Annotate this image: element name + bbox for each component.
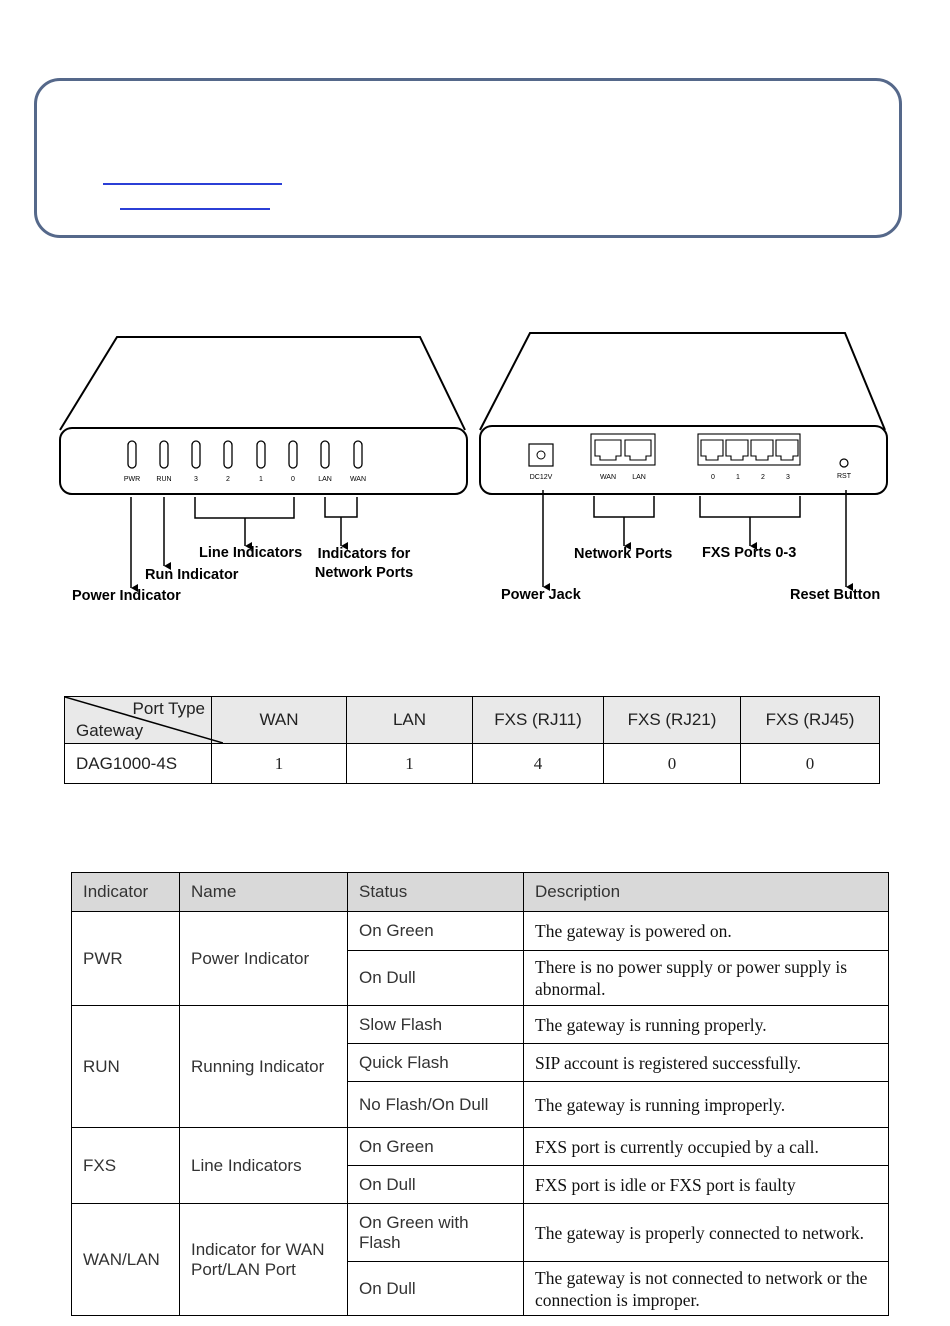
- fxs-rj11-count: 4: [473, 744, 604, 784]
- fxs-rj21-count: 0: [604, 744, 741, 784]
- led-lan: [321, 441, 329, 468]
- port-header-lan: LAN: [347, 697, 473, 744]
- wan-count: 1: [212, 744, 347, 784]
- description-cell: The gateway is properly connected to network.: [524, 1204, 889, 1262]
- status-cell: On Dull: [348, 1262, 524, 1316]
- description-cell: FXS port is currently occupied by a call.: [524, 1128, 889, 1166]
- corner-bottom-label: Gateway: [76, 721, 144, 740]
- description-cell: The gateway is running properly.: [524, 1006, 889, 1044]
- fxs-ports-label: FXS Ports 0-3: [702, 545, 797, 561]
- table-row: [72, 1006, 889, 1044]
- description-cell: There is no power supply or power supply is abnormal.: [524, 951, 889, 1006]
- table-row: [72, 1128, 889, 1166]
- notice-link-1[interactable]: [103, 183, 282, 185]
- led-0: [289, 441, 297, 468]
- led-label: 3: [194, 476, 198, 483]
- led-label: 0: [291, 476, 295, 483]
- led-label: PWR: [123, 476, 141, 483]
- status-cell: On Green: [348, 912, 524, 951]
- port-header-fxs-rj21: FXS (RJ21): [604, 697, 741, 744]
- network-indicators-label-line2: Network Ports: [314, 565, 414, 581]
- table-row: [72, 1204, 889, 1262]
- reset-button-label: Reset Button: [790, 587, 881, 603]
- corner-top-label: Port Type: [132, 699, 205, 718]
- network-ports-label: Network Ports: [574, 546, 673, 562]
- port-table-corner-cell: [65, 697, 212, 744]
- line-indicators-bracket: [195, 497, 294, 518]
- net-port-label: WAN: [599, 474, 617, 481]
- status-cell: On Dull: [348, 951, 524, 1006]
- led-label: 2: [226, 476, 230, 483]
- network-indicators-label: [305, 545, 423, 583]
- status-cell: On Green with Flash: [348, 1204, 524, 1262]
- status-cell: Quick Flash: [348, 1044, 524, 1082]
- name-cell: Power Indicator: [180, 912, 348, 1006]
- network-indicators-label-line1: Indicators for: [317, 546, 411, 562]
- status-cell: Slow Flash: [348, 1006, 524, 1044]
- status-cell: On Dull: [348, 1166, 524, 1204]
- power-indicator-label: Power Indicator: [72, 588, 181, 604]
- fxs-port-label: 3: [786, 474, 790, 481]
- indicator-cell: RUN: [72, 1006, 180, 1128]
- fxs-ports-bracket: [700, 496, 800, 517]
- rear-panel: [480, 333, 887, 494]
- led-wan: [354, 441, 362, 468]
- indicator-table-header-row: [72, 873, 889, 912]
- status-cell: On Green: [348, 1128, 524, 1166]
- led-label: LAN: [318, 476, 332, 483]
- network-indicators-bracket: [325, 497, 357, 517]
- description-cell: The gateway is powered on.: [524, 912, 889, 951]
- header-name: Name: [180, 873, 348, 912]
- indicator-cell: FXS: [72, 1128, 180, 1204]
- status-cell: No Flash/On Dull: [348, 1082, 524, 1128]
- description-cell: FXS port is idle or FXS port is faulty: [524, 1166, 889, 1204]
- port-header-fxs-rj45: FXS (RJ45): [741, 697, 880, 744]
- header-status: Status: [348, 873, 524, 912]
- port-header-wan: WAN: [212, 697, 347, 744]
- notice-box: [34, 78, 902, 238]
- fxs-rj45-count: 0: [741, 744, 880, 784]
- led-3: [192, 441, 200, 468]
- indicator-table: [71, 872, 889, 1316]
- led-label: RUN: [156, 476, 172, 483]
- fxs-port-label: 2: [761, 474, 765, 481]
- power-port-label: DC12V: [529, 474, 553, 481]
- gateway-model: DAG1000-4S: [65, 744, 212, 784]
- description-cell: The gateway is running improperly.: [524, 1082, 889, 1128]
- front-panel: [60, 337, 467, 494]
- led-1: [257, 441, 265, 468]
- indicator-cell: PWR: [72, 912, 180, 1006]
- led-label: 1: [259, 476, 263, 483]
- port-table-header-row: [65, 697, 880, 744]
- line-indicators-label: Line Indicators: [199, 545, 303, 561]
- device-diagram: [0, 320, 950, 620]
- device-diagram-svg: [0, 320, 950, 620]
- power-jack-label: Power Jack: [501, 587, 581, 603]
- name-cell: Running Indicator: [180, 1006, 348, 1128]
- table-row: [65, 744, 880, 784]
- network-ports-bracket: [594, 496, 654, 517]
- led-label: WAN: [349, 476, 367, 483]
- fxs-port-label: 0: [711, 474, 715, 481]
- table-row: [72, 912, 889, 951]
- header-indicator: Indicator: [72, 873, 180, 912]
- name-cell: Indicator for WAN Port/LAN Port: [180, 1204, 348, 1316]
- description-cell: SIP account is registered successfully.: [524, 1044, 889, 1082]
- port-type-table: [64, 696, 880, 784]
- name-cell: Line Indicators: [180, 1128, 348, 1204]
- port-header-fxs-rj11: FXS (RJ11): [473, 697, 604, 744]
- led-run: [160, 441, 168, 468]
- indicator-cell: WAN/LAN: [72, 1204, 180, 1316]
- led-pwr: [128, 441, 136, 468]
- reset-port-label: RST: [837, 473, 851, 480]
- notice-link-2[interactable]: [120, 208, 270, 210]
- header-description: Description: [524, 873, 889, 912]
- led-2: [224, 441, 232, 468]
- net-port-label: LAN: [632, 474, 646, 481]
- lan-count: 1: [347, 744, 473, 784]
- fxs-port-label: 1: [736, 474, 740, 481]
- description-cell: The gateway is not connected to network or the connection is improper.: [524, 1262, 889, 1316]
- run-indicator-label: Run Indicator: [145, 567, 239, 583]
